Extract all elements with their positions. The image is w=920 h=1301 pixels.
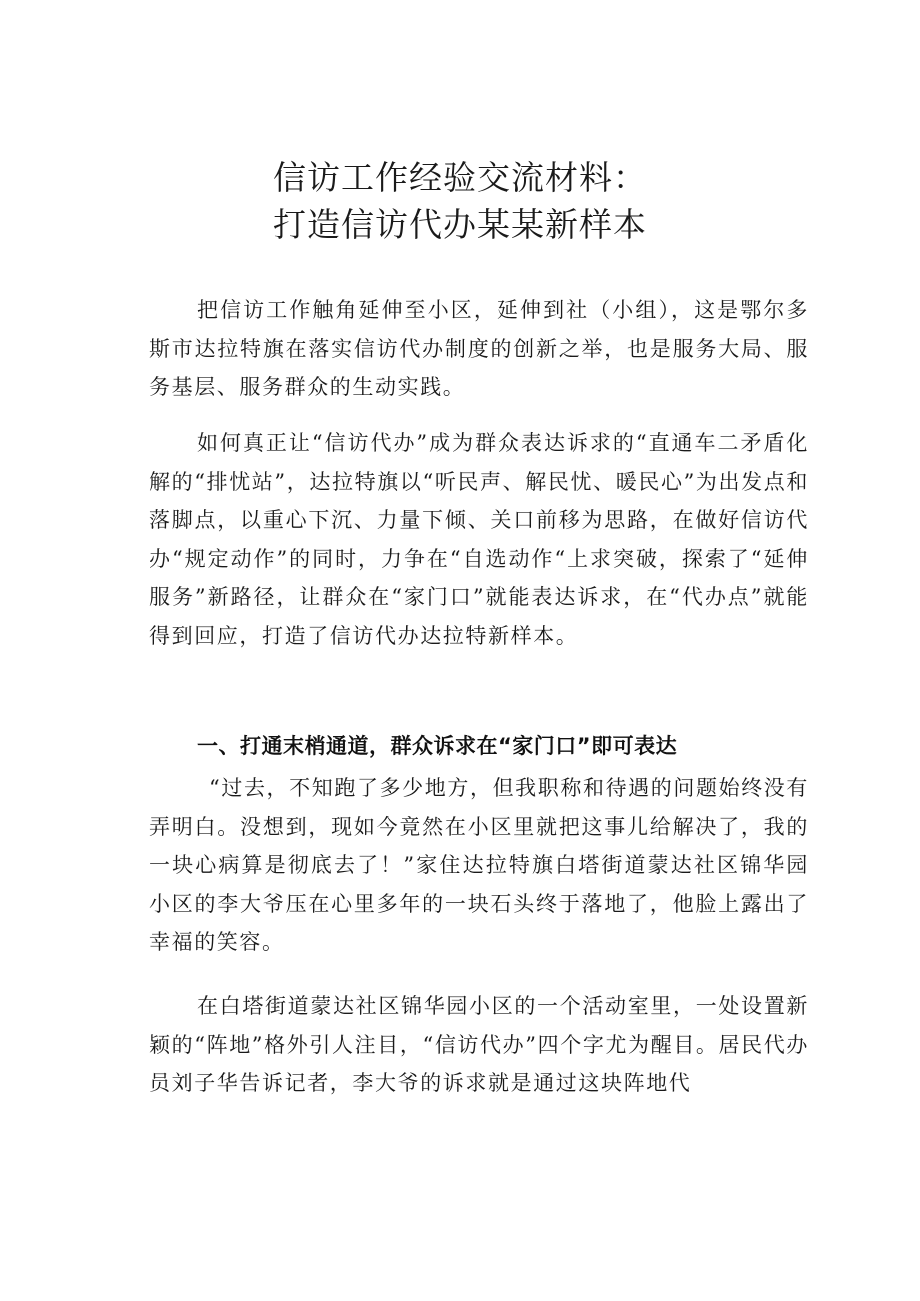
document-title-line-1: 信访工作经验交流材料： xyxy=(273,158,647,197)
section-1-paragraph-2: 在白塔街道蒙达社区锦华园小区的一个活动室里，一处设置新颖的“阵地”格外引人注目，“信访代办”四个字尤为醒目。居民代办员刘子华告诉记者，李大爷的诉求就是通过这块阵地代 xyxy=(149,994,809,1096)
section-1-heading: 一、打通末梢通道，群众诉求在“家门口”即可表达 xyxy=(197,734,678,758)
intro-paragraph-2: 如何真正让“信访代办”成为群众表达诉求的“直通车二矛盾化解的“排忧站”，达拉特旗以“听民声、解民忧、暖民心”为出发点和落脚点，以重心下沉、力量下倾、关口前移为思路，在做好信访代办“规定动作”的同时，力争在“自选动作“上求突破，探索了“延伸服务”新路径，让群众在“家门口”就能表达诉求，在“代办点”就能得到回应，打造了信访代办达拉特新样本。 xyxy=(149,431,809,648)
intro-paragraph-1: 把信访工作触角延伸至小区，延伸到社（小组），这是鄂尔多斯市达拉特旗在落实信访代办制度的创新之举，也是服务大局、服务基层、服务群众的生动实践。 xyxy=(149,298,809,400)
document-title-line-2: 打造信访代办某某新样本 xyxy=(273,205,647,244)
section-1-paragraph-1: “过去，不知跑了多少地方，但我职称和待遇的问题始终没有弄明白。没想到，现如今竟然在小区里就把这事儿给解决了，我的一块心病算是彻底去了！”家住达拉特旗白塔街道蒙达社区锦华园小区的李大爷压在心里多年的一块石头终于落地了，他脸上露出了幸福的笑容。 xyxy=(149,776,809,955)
